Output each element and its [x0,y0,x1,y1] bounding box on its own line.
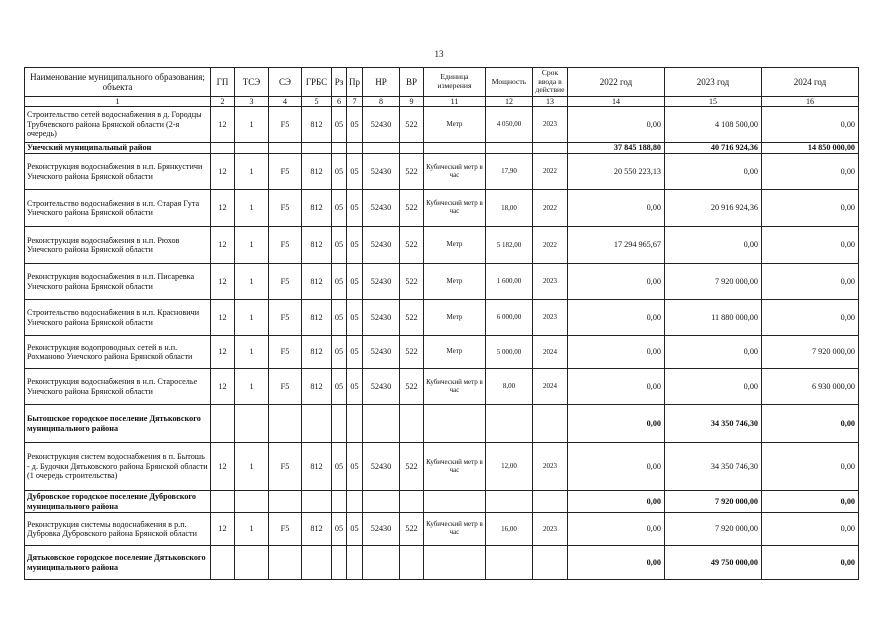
cell-rz: 05 [332,300,347,336]
cell-rz [332,546,347,580]
cell-deadline [533,546,568,580]
cell-deadline [533,143,568,154]
cell-unit: Метр [424,300,486,336]
cell-y2022: 0,00 [568,264,665,300]
column-number-row [25,97,859,107]
cell-unit [424,546,486,580]
cell-name: Реконструкция водоснабжения в н.п. Староселье Унечского района Брянской области [25,369,211,405]
table-row [25,300,859,336]
cell-y2024: 0,00 [762,513,859,546]
cell-power: 18,00 [486,190,533,227]
cell-vr: 522 [400,300,424,336]
cell-gp: 12 [211,227,235,264]
col-number: 3 [235,97,269,107]
cell-y2022: 0,00 [568,443,665,491]
header-gp: ГП [211,68,235,97]
cell-name: Дубровское городское поселение Дубровского муниципального района [25,491,211,513]
cell-nr: 52430 [363,190,400,227]
cell-y2023: 34 350 746,30 [665,405,762,443]
cell-unit: Кубический метр в час [424,513,486,546]
cell-vr: 522 [400,154,424,190]
cell-unit: Метр [424,264,486,300]
cell-vr [400,405,424,443]
cell-deadline: 2023 [533,443,568,491]
cell-unit: Метр [424,227,486,264]
cell-y2022: 0,00 [568,107,665,143]
cell-gp: 12 [211,336,235,369]
table-row [25,513,859,546]
cell-vr: 522 [400,369,424,405]
cell-y2023: 0,00 [665,227,762,264]
cell-gp: 12 [211,264,235,300]
cell-rz: 05 [332,443,347,491]
cell-rz: 05 [332,336,347,369]
cell-deadline: 2022 [533,190,568,227]
cell-y2022: 0,00 [568,336,665,369]
cell-y2024: 7 920 000,00 [762,336,859,369]
cell-pr [347,143,363,154]
cell-unit [424,491,486,513]
cell-gp: 12 [211,513,235,546]
cell-se: F5 [269,107,302,143]
cell-se: F5 [269,443,302,491]
cell-y2022: 0,00 [568,190,665,227]
cell-tse [235,143,269,154]
cell-power: 17,90 [486,154,533,190]
header-grbs: ГРБС [302,68,332,97]
col-number: 4 [269,97,302,107]
cell-y2024: 14 850 000,00 [762,143,859,154]
cell-gp [211,405,235,443]
page-number: 13 [434,49,444,59]
cell-grbs [302,546,332,580]
cell-y2022: 0,00 [568,405,665,443]
cell-tse: 1 [235,443,269,491]
group-row [25,143,859,154]
col-number: 11 [424,97,486,107]
cell-pr: 05 [347,107,363,143]
cell-pr: 05 [347,369,363,405]
cell-deadline [533,491,568,513]
cell-y2023: 7 920 000,00 [665,491,762,513]
cell-name: Строительство сетей водоснабжения в д. Городцы Трубчевского района Брянской области (2-я очередь) [25,107,211,143]
cell-grbs: 812 [302,443,332,491]
cell-y2023: 7 920 000,00 [665,264,762,300]
cell-grbs: 812 [302,336,332,369]
cell-y2024: 6 930 000,00 [762,369,859,405]
cell-power: 12,00 [486,443,533,491]
cell-se: F5 [269,154,302,190]
cell-rz: 05 [332,154,347,190]
cell-power [486,143,533,154]
cell-se: F5 [269,369,302,405]
cell-grbs [302,143,332,154]
cell-y2024: 0,00 [762,300,859,336]
col-number: 7 [347,97,363,107]
cell-y2022: 20 550 223,13 [568,154,665,190]
col-number: 2 [211,97,235,107]
cell-power: 16,00 [486,513,533,546]
cell-unit: Метр [424,336,486,369]
cell-vr [400,143,424,154]
cell-pr [347,546,363,580]
cell-gp: 12 [211,300,235,336]
cell-nr: 52430 [363,336,400,369]
cell-tse: 1 [235,154,269,190]
cell-grbs [302,405,332,443]
cell-name: Реконструкция системы водоснабжения в р.п. Дубровка Дубровского района Брянской области [25,513,211,546]
table-row [25,154,859,190]
cell-grbs [302,491,332,513]
col-number: 8 [363,97,400,107]
table-row [25,336,859,369]
header-name: Наименование муниципального образования; объекта [25,68,211,97]
header-vr: ВР [400,68,424,97]
cell-gp: 12 [211,443,235,491]
cell-y2024: 0,00 [762,227,859,264]
header-2024: 2024 год [762,68,859,97]
cell-y2024: 0,00 [762,154,859,190]
cell-gp: 12 [211,369,235,405]
cell-y2024: 0,00 [762,443,859,491]
cell-name: Реконструкция систем водоснабжения в п. Бытошь - д. Будочки Дятьковского района Брянской области (1 очередь строительства) [25,443,211,491]
cell-name: Строительство водоснабжения в н.п. Старая Гута Унечского района Брянской области [25,190,211,227]
cell-vr: 522 [400,107,424,143]
cell-name: Реконструкция водоснабжения в н.п. Писаревка Унечского района Брянской области [25,264,211,300]
cell-vr: 522 [400,190,424,227]
cell-pr: 05 [347,336,363,369]
cell-vr [400,491,424,513]
header-pr: Пр [347,68,363,97]
cell-y2022: 37 845 188,80 [568,143,665,154]
cell-power [486,491,533,513]
cell-pr: 05 [347,300,363,336]
cell-deadline: 2022 [533,227,568,264]
col-number: 6 [332,97,347,107]
cell-y2023: 34 350 746,30 [665,443,762,491]
cell-tse: 1 [235,264,269,300]
cell-rz [332,143,347,154]
cell-y2022: 0,00 [568,300,665,336]
cell-gp [211,143,235,154]
cell-unit: Кубический метр в час [424,443,486,491]
cell-tse: 1 [235,107,269,143]
cell-rz: 05 [332,264,347,300]
header-power: Мощность [486,68,533,97]
cell-nr: 52430 [363,264,400,300]
cell-power: 6 000,00 [486,300,533,336]
cell-grbs: 812 [302,190,332,227]
col-number: 14 [568,97,665,107]
cell-vr: 522 [400,336,424,369]
cell-nr: 52430 [363,154,400,190]
cell-y2024: 0,00 [762,546,859,580]
cell-vr: 522 [400,227,424,264]
cell-y2022: 17 294 965,67 [568,227,665,264]
cell-se: F5 [269,190,302,227]
table-row [25,443,859,491]
cell-vr: 522 [400,264,424,300]
cell-nr: 52430 [363,227,400,264]
cell-tse [235,405,269,443]
cell-vr: 522 [400,513,424,546]
cell-y2023: 0,00 [665,369,762,405]
header-2022: 2022 год [568,68,665,97]
cell-y2024: 0,00 [762,491,859,513]
cell-grbs: 812 [302,154,332,190]
cell-pr: 05 [347,227,363,264]
table-row [25,107,859,143]
cell-name: Строительство водоснабжения в н.п. Красновичи Унечского района Брянской области [25,300,211,336]
cell-gp [211,491,235,513]
cell-rz: 05 [332,107,347,143]
cell-y2022: 0,00 [568,546,665,580]
col-number: 13 [533,97,568,107]
cell-y2023: 49 750 000,00 [665,546,762,580]
cell-y2023: 4 108 500,00 [665,107,762,143]
cell-unit: Метр [424,107,486,143]
cell-deadline: 2024 [533,336,568,369]
cell-pr: 05 [347,513,363,546]
cell-nr [363,491,400,513]
cell-tse: 1 [235,190,269,227]
cell-se: F5 [269,264,302,300]
cell-pr: 05 [347,190,363,227]
cell-deadline [533,405,568,443]
cell-rz: 05 [332,227,347,264]
cell-name: Реконструкция водоснабжения в н.п. Брянкустичи Унечского района Брянской области [25,154,211,190]
col-number: 16 [762,97,859,107]
cell-tse: 1 [235,369,269,405]
cell-power [486,546,533,580]
cell-y2024: 0,00 [762,264,859,300]
cell-deadline: 2023 [533,264,568,300]
cell-tse: 1 [235,300,269,336]
col-number: 1 [25,97,211,107]
cell-power: 5 000,00 [486,336,533,369]
cell-deadline: 2023 [533,107,568,143]
cell-y2023: 7 920 000,00 [665,513,762,546]
cell-tse [235,491,269,513]
cell-name: Бытошское городское поселение Дятьковского муниципального района [25,405,211,443]
cell-deadline: 2022 [533,154,568,190]
cell-deadline: 2023 [533,300,568,336]
table-row [25,227,859,264]
cell-nr: 52430 [363,300,400,336]
cell-gp: 12 [211,154,235,190]
cell-y2023: 0,00 [665,154,762,190]
group-row [25,546,859,580]
cell-nr: 52430 [363,369,400,405]
cell-grbs: 812 [302,300,332,336]
group-row [25,405,859,443]
cell-rz: 05 [332,369,347,405]
cell-name: Реконструкция водопроводных сетей в н.п. Рохманово Унечского района Брянской области [25,336,211,369]
cell-se: F5 [269,513,302,546]
cell-nr [363,143,400,154]
cell-se: F5 [269,336,302,369]
cell-name: Дятьковское городское поселение Дятьковского муниципального района [25,546,211,580]
cell-gp: 12 [211,107,235,143]
cell-name: Унечский муниципальный район [25,143,211,154]
cell-unit: Кубический метр в час [424,154,486,190]
header-deadline: Срок ввода в действие [533,68,568,97]
header-unit: Единица измерения [424,68,486,97]
cell-y2023: 40 716 924,36 [665,143,762,154]
cell-se [269,143,302,154]
cell-se: F5 [269,300,302,336]
cell-nr: 52430 [363,513,400,546]
cell-pr: 05 [347,154,363,190]
cell-unit: Кубический метр в час [424,190,486,227]
cell-deadline: 2023 [533,513,568,546]
cell-power: 8,00 [486,369,533,405]
cell-rz [332,491,347,513]
cell-grbs: 812 [302,227,332,264]
cell-y2022: 0,00 [568,491,665,513]
cell-unit [424,143,486,154]
cell-name: Реконструкция водоснабжения в н.п. Рюхов Унечского района Брянской области [25,227,211,264]
cell-grbs: 812 [302,264,332,300]
cell-se: F5 [269,227,302,264]
cell-pr: 05 [347,264,363,300]
cell-y2024: 0,00 [762,107,859,143]
group-row [25,491,859,513]
cell-y2022: 0,00 [568,513,665,546]
cell-grbs: 812 [302,107,332,143]
cell-gp [211,546,235,580]
table-row [25,369,859,405]
cell-nr: 52430 [363,443,400,491]
cell-rz [332,405,347,443]
cell-tse: 1 [235,336,269,369]
cell-y2024: 0,00 [762,405,859,443]
header-rz: Рз [332,68,347,97]
cell-rz: 05 [332,513,347,546]
cell-pr [347,491,363,513]
cell-se [269,546,302,580]
cell-grbs: 812 [302,513,332,546]
cell-unit: Кубический метр в час [424,369,486,405]
cell-gp: 12 [211,190,235,227]
cell-vr [400,546,424,580]
cell-se [269,491,302,513]
cell-power: 1 600,00 [486,264,533,300]
cell-deadline: 2024 [533,369,568,405]
cell-se [269,405,302,443]
header-row [25,68,859,97]
table-row [25,264,859,300]
cell-power [486,405,533,443]
col-number: 12 [486,97,533,107]
cell-power: 5 182,00 [486,227,533,264]
header-se: СЭ [269,68,302,97]
cell-nr: 52430 [363,107,400,143]
cell-tse [235,546,269,580]
cell-pr [347,405,363,443]
table-row [25,190,859,227]
cell-unit [424,405,486,443]
col-number: 9 [400,97,424,107]
cell-y2023: 20 916 924,36 [665,190,762,227]
header-nr: НР [363,68,400,97]
cell-y2023: 11 880 000,00 [665,300,762,336]
cell-y2022: 0,00 [568,369,665,405]
cell-nr [363,546,400,580]
cell-tse: 1 [235,227,269,264]
col-number: 5 [302,97,332,107]
cell-grbs: 812 [302,369,332,405]
header-tse: ТСЭ [235,68,269,97]
header-2023: 2023 год [665,68,762,97]
cell-vr: 522 [400,443,424,491]
cell-pr: 05 [347,443,363,491]
cell-y2023: 0,00 [665,336,762,369]
cell-rz: 05 [332,190,347,227]
cell-y2024: 0,00 [762,190,859,227]
funding-table [24,67,859,580]
cell-nr [363,405,400,443]
cell-power: 4 050,00 [486,107,533,143]
col-number: 15 [665,97,762,107]
cell-tse: 1 [235,513,269,546]
